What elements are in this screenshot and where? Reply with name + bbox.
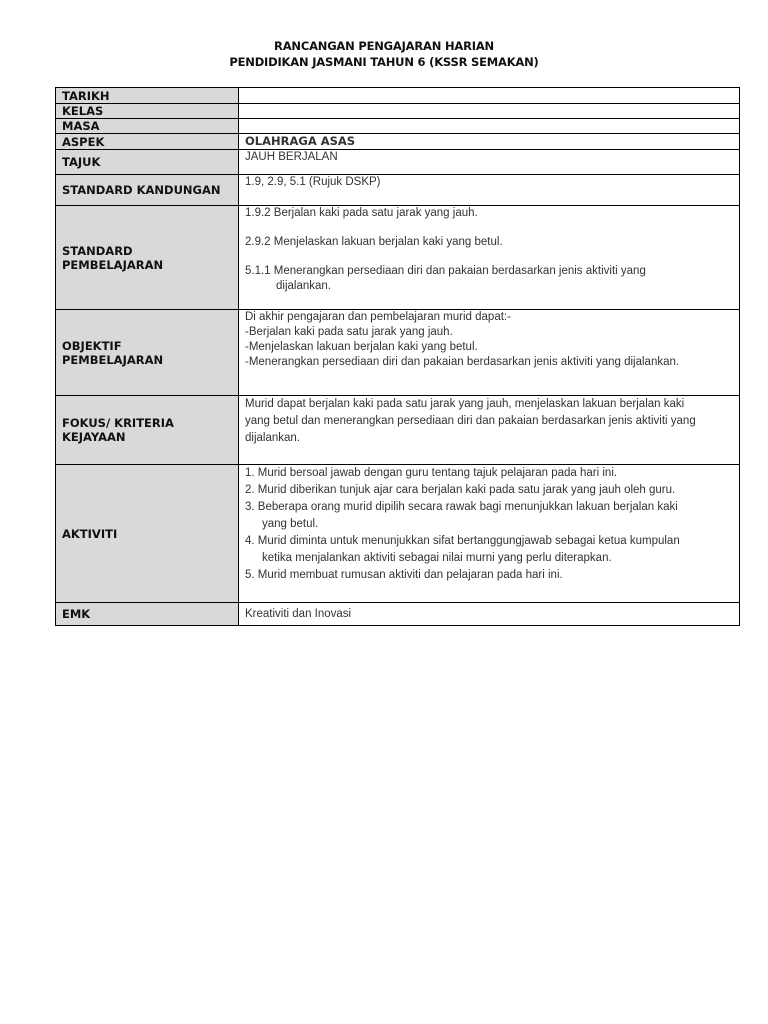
- table-row-fokus: [56, 396, 740, 465]
- aktiviti-item-1: 1. Murid bersoal jawab dengan guru tentang tajuk pelajaran pada hari ini.: [245, 467, 618, 479]
- label-line: KEJAYAAN: [62, 430, 126, 444]
- value-objektif: [239, 310, 740, 396]
- fokus-line-2: yang betul dan menerangkan persediaan diri dan pakaian berdasarkan jenis aktiviti yang: [245, 415, 696, 427]
- label-standard-kandungan: STANDARD KANDUNGAN: [56, 175, 239, 206]
- label-aspek: ASPEK: [56, 134, 239, 150]
- table-row-kelas: [56, 104, 740, 119]
- label-emk: EMK: [56, 603, 239, 626]
- table-row-aspek: [56, 134, 740, 150]
- value-emk: Kreativiti dan Inovasi: [239, 603, 740, 626]
- label-line: FOKUS/ KRITERIA: [62, 416, 174, 430]
- table-row-emk: [56, 603, 740, 626]
- lesson-plan-table: [55, 87, 740, 626]
- value-aspek: OLAHRAGA ASAS: [239, 134, 740, 150]
- value-kelas: [239, 104, 740, 119]
- aktiviti-item-5: 5. Murid membuat rumusan aktiviti dan pelajaran pada hari ini.: [245, 569, 563, 581]
- label-standard-pembelajaran: [56, 206, 239, 310]
- table-row-aktiviti: [56, 465, 740, 603]
- aktiviti-item-4: 4. Murid diminta untuk menunjukkan sifat bertanggungjawab sebagai ketua kumpulan: [245, 535, 680, 547]
- label-line: PEMBELAJARAN: [62, 257, 164, 272]
- label-masa: MASA: [56, 119, 239, 134]
- value-tajuk: JAUH BERJALAN: [239, 150, 740, 175]
- label-line: OBJEKTIF: [62, 338, 122, 353]
- value-tarikh: [239, 88, 740, 104]
- label-aktiviti: AKTIVITI: [56, 465, 239, 603]
- label-tarikh: TARIKH: [56, 88, 239, 104]
- table-row-objektif: [56, 310, 740, 396]
- aktiviti-item-3: 3. Beberapa orang murid dipilih secara rawak bagi menunjukkan lakuan berjalan kaki: [245, 501, 678, 513]
- value-masa: [239, 119, 740, 134]
- label-line: PEMBELAJARAN: [62, 352, 164, 367]
- table-row-masa: [56, 119, 740, 134]
- table-row-standard-pembelajaran: [56, 206, 740, 310]
- aktiviti-item-2: 2. Murid diberikan tunjuk ajar cara berjalan kaki pada satu jarak yang jauh oleh guru.: [245, 484, 676, 496]
- aktiviti-item-4-cont: ketika menjalankan aktiviti sebagai nilai murni yang perlu diterapkan.: [262, 552, 612, 564]
- label-kelas: KELAS: [56, 104, 239, 119]
- sp-line-2: 2.9.2 Menjelaskan lakuan berjalan kaki yang betul.: [245, 236, 503, 248]
- value-standard-kandungan: 1.9, 2.9, 5.1 (Rujuk DSKP): [239, 175, 740, 206]
- sp-line-3-cont: dijalankan.: [276, 280, 331, 292]
- sp-line-1: 1.9.2 Berjalan kaki pada satu jarak yang jauh.: [245, 207, 478, 219]
- value-standard-pembelajaran: [239, 206, 740, 310]
- list-item: -Menjelaskan lakuan berjalan kaki yang betul.: [245, 341, 478, 353]
- label-line: STANDARD: [62, 243, 133, 258]
- table-row-tarikh: [56, 88, 740, 104]
- list-item: -Berjalan kaki pada satu jarak yang jauh.: [245, 326, 453, 338]
- label-objektif: [56, 310, 239, 396]
- label-tajuk: TAJUK: [56, 150, 239, 175]
- fokus-line-1: Murid dapat berjalan kaki pada satu jarak yang jauh, menjelaskan lakuan berjalan kaki: [245, 398, 685, 410]
- sp-line-3: 5.1.1 Menerangkan persediaan diri dan pakaian berdasarkan jenis aktiviti yang: [245, 265, 646, 277]
- fokus-line-3: dijalankan.: [245, 432, 300, 444]
- document-subtitle: PENDIDIKAN JASMANI TAHUN 6 (KSSR SEMAKAN): [229, 55, 539, 69]
- list-item: -Menerangkan persediaan diri dan pakaian berdasarkan jenis aktiviti yang dijalankan.: [245, 356, 680, 368]
- objektif-intro: Di akhir pengajaran dan pembelajaran murid dapat:-: [245, 311, 511, 323]
- aktiviti-item-3-cont: yang betul.: [262, 518, 319, 530]
- value-aktiviti: [239, 465, 740, 603]
- table-row-standard-kandungan: [56, 175, 740, 206]
- document-title: RANCANGAN PENGAJARAN HARIAN: [274, 39, 494, 53]
- value-fokus: [239, 396, 740, 465]
- table-row-tajuk: [56, 150, 740, 175]
- label-fokus: [56, 396, 239, 465]
